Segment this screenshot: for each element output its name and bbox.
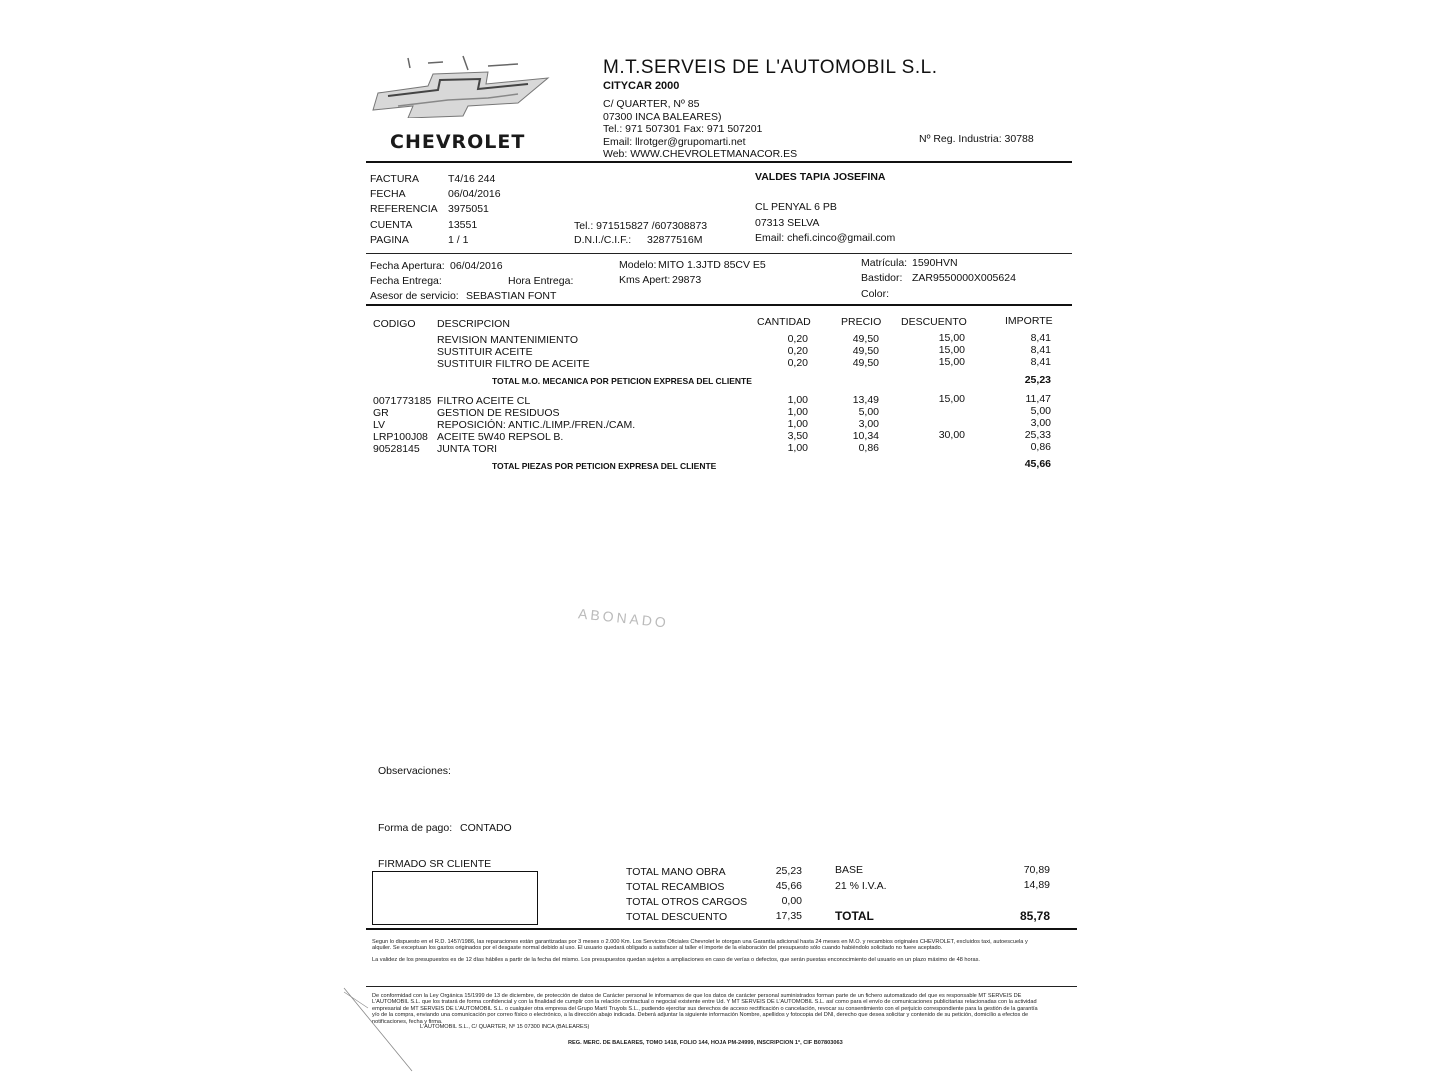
table-row-cantidad: 1,00: [787, 394, 808, 406]
table-row-precio: 49,50: [852, 345, 879, 357]
company-address1: C/ QUARTER, Nº 85: [603, 98, 700, 110]
parts-total-value: 45,66: [1024, 458, 1051, 470]
dni-value: 32877516M: [647, 234, 703, 246]
total-descuento-label: TOTAL DESCUENTO: [626, 911, 728, 923]
factura-value: T4/16 244: [448, 173, 496, 185]
bastidor-value: ZAR9550000X005624: [912, 272, 1016, 284]
legal-text-address: L'AUTOMOBIL S.L., C/ QUARTER, Nº 15 07300 INCA (BALEARES): [420, 1024, 590, 1030]
observaciones-label: Observaciones:: [378, 765, 451, 777]
legal-text-lopd: De conformidad con la Ley Orgánica 15/1999 de 13 de diciembre, de protección de datos de Carácter personal le informamos de que los datos de carácter personal suministrados forman parte de un fichero automatizado del que es responsable MT SERVEIS DE L'AUTOMOBIL S.L. que los tratará de forma confidencial y con la finalidad de cumplir con la relación contractual o negocial existente entre Ud. Y MT SERVEIS DE L'AUTOMOBIL S.L. así como para el envío de comunicaciones publicitarias relacionadas con la actividad empresarial de MT SERVEIS DE L'AUTOMOBIL S.L. o cualquier otra empresa del Grupo Martí Truyols S.L., pudiendo ejercitar sus derechos de acceso rectificación o cancelación, revocar su consentimiento con el perjuicio correspondiente para la gestión de la garantía y/o de la compra, enviando una comunicación por correo físico o electrónico, a la dirección abajo indicada. Deberá adjuntar la siguiente información Nombre, apellidos y fotocopia del DNI, derecho que desea solicitar y contenido de su petición, domicilio a efectos de notificaciones, fecha y firma.: [372, 993, 1038, 1025]
cuenta-label: CUENTA: [370, 219, 413, 231]
fecha-label: FECHA: [370, 188, 406, 200]
table-row-descripcion: JUNTA TORI: [437, 443, 498, 455]
company-subname: CITYCAR 2000: [603, 80, 680, 92]
legal-text-presupuestos: La validez de los presupuestos es de 12 días hábiles a partir de la fecha del mismo. Los presupuestos quedan sujetos a ampliaciones en caso de verías o defectos, que serán puestas enconocimiento del usuario en un plazo máximo de 48 horas.: [372, 957, 980, 963]
table-row-importe: 8,41: [1030, 344, 1051, 356]
table-row-codigo: LRP100J08: [373, 431, 428, 443]
fecha-value: 06/04/2016: [448, 188, 501, 200]
modelo-label: Modelo:: [619, 259, 657, 271]
color-label: Color:: [861, 288, 890, 300]
total-recambios-value: 45,66: [775, 880, 802, 892]
matricula-label: Matrícula:: [861, 257, 908, 269]
referencia-label: REFERENCIA: [370, 203, 438, 215]
table-row-codigo: 90528145: [373, 443, 420, 455]
col-precio-header: PRECIO: [841, 316, 882, 328]
table-row-descripcion: ACEITE 5W40 REPSOL B.: [437, 431, 564, 443]
divider: [366, 304, 1072, 306]
forma-pago-value: CONTADO: [460, 822, 512, 834]
scan-artifact: [342, 986, 422, 1076]
labor-total-label: TOTAL M.O. MECANICA POR PETICION EXPRESA DEL CLIENTE: [492, 376, 752, 386]
divider: [366, 986, 1077, 987]
customer-address2: 07313 SELVA: [755, 217, 820, 229]
table-row-cantidad: 0,20: [787, 333, 808, 345]
brand-logo-text: CHEVROLET: [390, 131, 526, 153]
apertura-label: Fecha Apertura:: [370, 260, 445, 272]
col-importe-header: IMPORTE: [1005, 315, 1053, 327]
table-row-importe: 8,41: [1030, 356, 1051, 368]
table-row-importe: 0,86: [1030, 441, 1051, 453]
table-row-importe: 11,47: [1025, 393, 1051, 405]
signature-box[interactable]: [372, 871, 538, 925]
table-row-precio: 5,00: [858, 406, 879, 418]
matricula-value: 1590HVN: [912, 257, 958, 269]
company-address2: 07300 INCA BALEARES): [603, 111, 722, 123]
table-row-descripcion: REVISION MANTENIMIENTO: [437, 334, 578, 346]
table-row-cantidad: 0,20: [787, 345, 808, 357]
base-label: BASE: [835, 864, 864, 876]
table-row-descripcion: FILTRO ACEITE CL: [437, 395, 531, 407]
customer-name: VALDES TAPIA JOSEFINA: [755, 171, 886, 183]
apertura-value: 06/04/2016: [450, 260, 503, 272]
table-row-codigo: LV: [373, 419, 386, 431]
table-row-cantidad: 1,00: [787, 442, 808, 454]
total-mano-obra-label: TOTAL MANO OBRA: [626, 866, 726, 878]
reg-industria: Nº Reg. Industria: 30788: [919, 133, 1034, 145]
company-name: M.T.SERVEIS DE L'AUTOMOBIL S.L.: [603, 57, 938, 78]
bowtie-icon: [368, 48, 553, 118]
table-row-descripcion: SUSTITUIR ACEITE: [437, 346, 533, 358]
table-row-descuento: 15,00: [938, 393, 965, 405]
kms-label: Kms Apert:: [619, 274, 671, 286]
table-row-descuento: 15,00: [938, 344, 965, 356]
divider: [366, 928, 1077, 930]
kms-value: 29873: [672, 274, 702, 286]
table-row-precio: 13,49: [852, 394, 879, 406]
table-row-importe: 3,00: [1030, 417, 1051, 429]
table-row-precio: 3,00: [858, 418, 879, 430]
total-mano-obra-value: 25,23: [775, 865, 802, 877]
pagina-label: PAGINA: [370, 234, 409, 246]
col-descuento-header: DESCUENTO: [901, 316, 967, 328]
table-row-importe: 5,00: [1030, 405, 1051, 417]
cuenta-value: 13551: [448, 219, 478, 231]
legal-text-warranty: Segun lo dispuesto en el R.D. 1457/1986, las reparaciones están garantizadas por 3 meses o 2.000 Km. Los Servicios Oficiales Chevrolet le otorgan una Garantía adicional hasta 24 meses en M.O. y recambios originales CHEVROLET, excluidos taxi, autoescuela y alquiler. Se exceptuan los gastos originados por el desgaste normal debido al uso. El usuario quedará obligado a satisfacer al taller el importe de la elaboración del presupuesto sólo cuando habiéndolo solicitado no fuere aceptado.: [372, 939, 1028, 952]
dni-label: D.N.I./C.I.F.:: [574, 234, 632, 246]
referencia-value: 3975051: [448, 203, 489, 215]
pagina-value: 1 / 1: [448, 234, 469, 246]
labor-total-value: 25,23: [1024, 374, 1051, 386]
col-cantidad-header: CANTIDAD: [757, 316, 811, 328]
table-row-cantidad: 3,50: [787, 430, 808, 442]
total-otros-label: TOTAL OTROS CARGOS: [626, 896, 748, 908]
total-otros-value: 0,00: [781, 895, 802, 907]
total-descuento-value: 17,35: [775, 910, 802, 922]
forma-pago-label: Forma de pago:: [378, 822, 453, 834]
modelo-value: MITO 1.3JTD 85CV E5: [658, 259, 766, 271]
asesor-label: Asesor de servicio:: [370, 290, 459, 302]
col-codigo-header: CODIGO: [373, 318, 416, 330]
table-row-precio: 49,50: [852, 357, 879, 369]
customer-address1: CL PENYAL 6 PB: [755, 201, 837, 213]
divider: [366, 253, 1072, 254]
hora-entrega-label: Hora Entrega:: [508, 275, 574, 287]
table-row-codigo: 0071773185: [373, 395, 432, 407]
iva-label: 21 % I.V.A.: [835, 880, 887, 892]
parts-total-label: TOTAL PIEZAS POR PETICION EXPRESA DEL CLIENTE: [492, 461, 717, 471]
total-recambios-label: TOTAL RECAMBIOS: [626, 881, 725, 893]
legal-text-registro: REG. MERC. DE BALEARES, TOMO 1418, FOLIO 144, HOJA PM-24999, INSCRIPCION 1ª, CIF B07803063: [568, 1040, 843, 1046]
faint-stamp: ABONADO: [577, 605, 670, 631]
asesor-value: SEBASTIAN FONT: [466, 290, 557, 302]
table-row-cantidad: 1,00: [787, 406, 808, 418]
firma-label: FIRMADO SR CLIENTE: [378, 858, 492, 870]
table-row-descuento: 30,00: [938, 429, 965, 441]
table-row-importe: 8,41: [1030, 332, 1051, 344]
table-row-cantidad: 1,00: [787, 418, 808, 430]
table-row-precio: 49,50: [852, 333, 879, 345]
table-row-descripcion: REPOSICIÓN: ANTIC./LIMP./FREN./CAM.: [437, 419, 636, 431]
company-phone: Tel.: 971 507301 Fax: 971 507201: [603, 123, 763, 135]
total-value: 85,78: [1019, 909, 1050, 923]
bastidor-label: Bastidor:: [861, 272, 903, 284]
chevrolet-logo: [366, 48, 556, 158]
table-row-descuento: 15,00: [938, 356, 965, 368]
customer-email: Email: chefi.cinco@gmail.com: [755, 232, 896, 244]
divider: [366, 161, 1072, 163]
customer-phone: Tel.: 971515827 /607308873: [574, 220, 708, 232]
company-email: Email: llrotger@grupomarti.net: [603, 136, 746, 148]
table-row-cantidad: 0,20: [787, 357, 808, 369]
table-row-descripcion: SUSTITUIR FILTRO DE ACEITE: [437, 358, 590, 370]
base-value: 70,89: [1023, 864, 1050, 876]
total-label: TOTAL: [835, 909, 874, 923]
factura-label: FACTURA: [370, 173, 420, 185]
entrega-label: Fecha Entrega:: [370, 275, 442, 287]
iva-value: 14,89: [1023, 879, 1050, 891]
table-row-codigo: GR: [373, 407, 389, 419]
table-row-precio: 10,34: [852, 430, 879, 442]
company-web: Web: WWW.CHEVROLETMANACOR.ES: [603, 148, 798, 160]
table-row-importe: 25,33: [1024, 429, 1051, 441]
table-row-precio: 0,86: [858, 442, 879, 454]
table-row-descripcion: GESTION DE RESIDUOS: [437, 407, 560, 419]
table-row-descuento: 15,00: [938, 332, 965, 344]
col-descripcion-header: DESCRIPCION: [437, 318, 510, 330]
